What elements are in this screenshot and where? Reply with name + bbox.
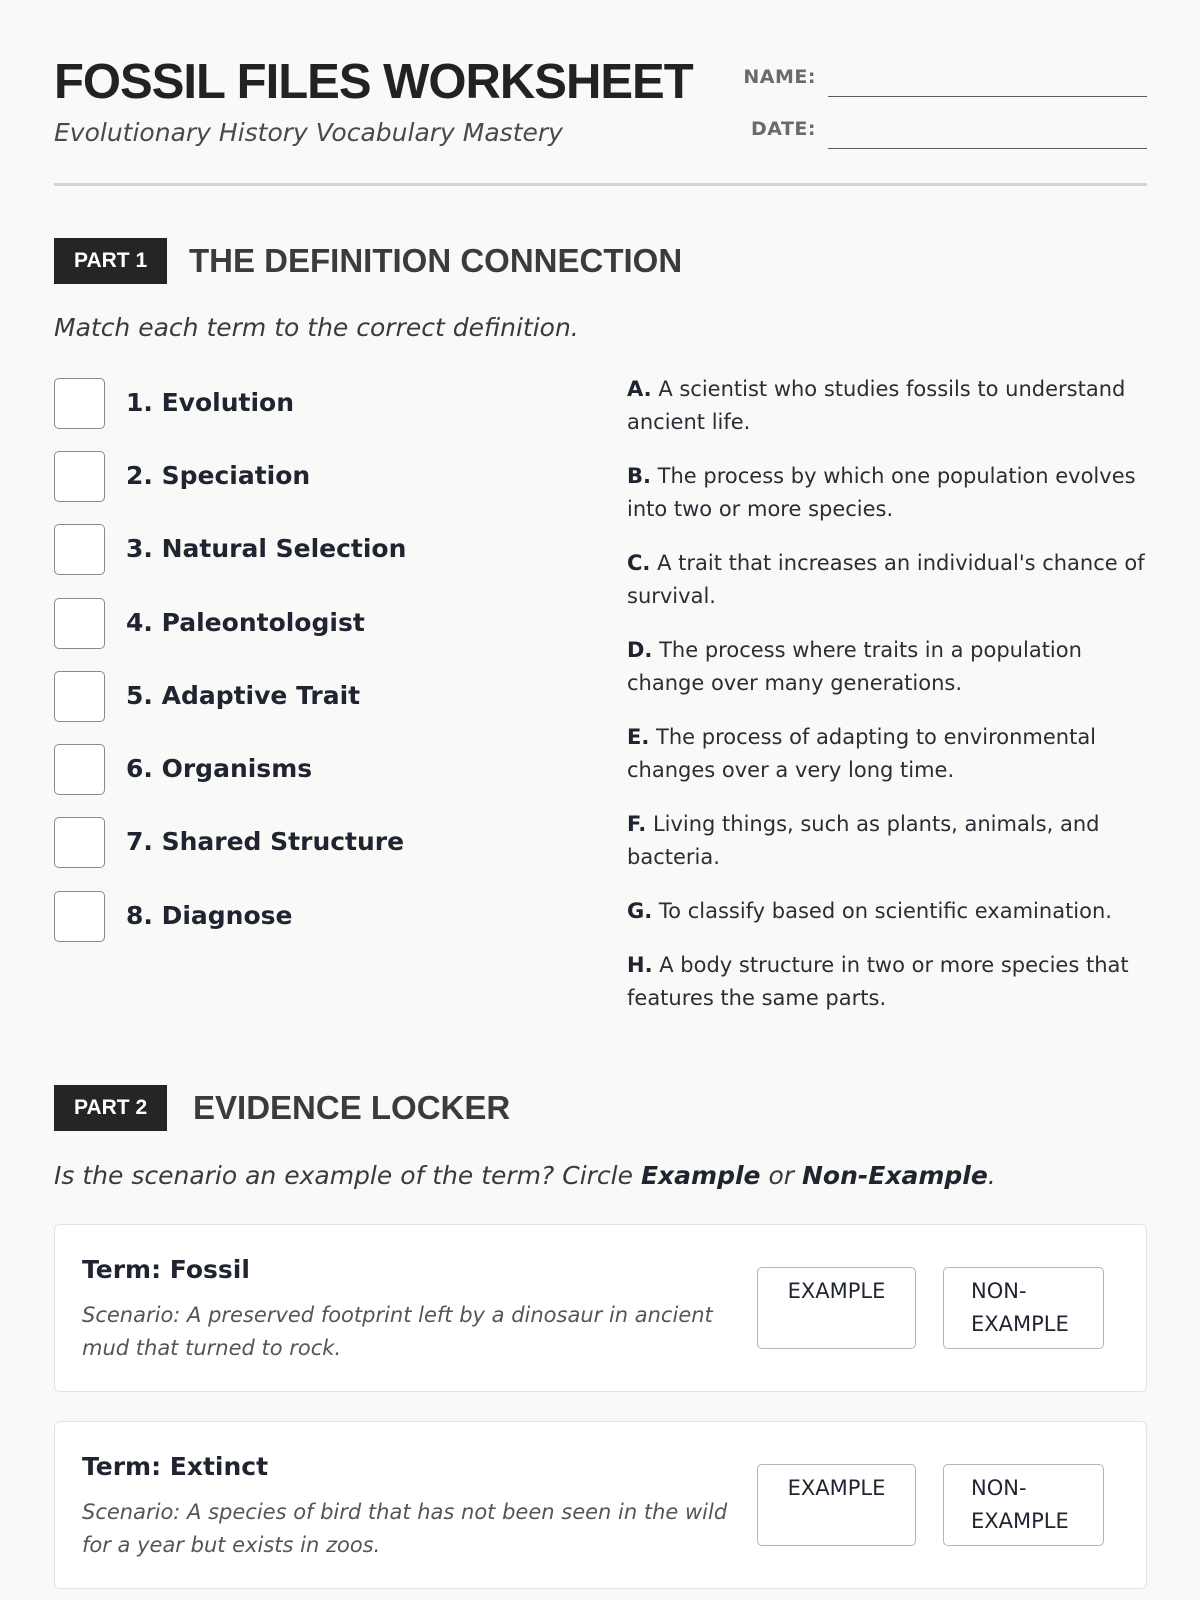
definition-item [627, 949, 1147, 1015]
term-label: 3. Natural Selection [126, 534, 407, 563]
term-label: 4. Paleontologist [126, 608, 365, 637]
name-line[interactable] [828, 96, 1147, 97]
name-label: NAME: [743, 66, 816, 88]
scenario-term: Term: Extinct [82, 1452, 269, 1481]
definition-text: The process of adapting to environmental changes over a very long time. [627, 725, 1097, 782]
answer-box[interactable] [54, 378, 105, 429]
definition-text: A scientist who studies fossils to understand ancient life. [627, 377, 1126, 434]
definition-text: A body structure in two or more species that features the same parts. [627, 953, 1129, 1010]
scenario-card [54, 1224, 1147, 1392]
term-label: 6. Organisms [126, 754, 313, 783]
definition-letter: G. [627, 899, 653, 923]
part2-instructions-prefix: Is the scenario an example of the term? Circle [54, 1161, 641, 1190]
definition-letter: H. [627, 953, 653, 977]
non-example-choice[interactable] [943, 1464, 1104, 1546]
term-label: 1. Evolution [126, 388, 295, 417]
definition-item [627, 634, 1147, 700]
definition-text: Living things, such as plants, animals, and bacteria. [627, 812, 1100, 869]
name-field[interactable] [734, 54, 1147, 94]
term-row [54, 598, 574, 652]
definition-text: The process by which one population evolves into two or more species. [627, 464, 1136, 521]
term-row [54, 744, 574, 798]
part2-instructions-non-example: Non-Example [801, 1161, 988, 1190]
date-line[interactable] [828, 148, 1147, 149]
definition-text: The process where traits in a population change over many generations. [627, 638, 1082, 695]
scenario-text: Scenario: A species of bird that has not been seen in the wild for a year but exists in zoos. [82, 1500, 728, 1557]
non-example-choice[interactable] [943, 1267, 1104, 1349]
date-field[interactable] [734, 106, 1147, 146]
part2-instructions-example: Example [640, 1161, 761, 1190]
term-label: 5. Adaptive Trait [126, 681, 361, 710]
part2-badge: PART 2 [54, 1085, 167, 1131]
example-choice[interactable] [757, 1267, 916, 1349]
part2-instructions [54, 1161, 996, 1190]
example-label: EXAMPLE [787, 1279, 886, 1303]
answer-box[interactable] [54, 451, 105, 502]
definition-item [627, 547, 1147, 613]
term-label: 2. Speciation [126, 461, 311, 490]
definition-text: To classify based on scientific examination. [658, 899, 1112, 923]
definitions-list [627, 373, 1147, 1036]
term-row [54, 891, 574, 945]
term-row [54, 524, 574, 578]
scenario-card [54, 1421, 1147, 1589]
definition-item [627, 721, 1147, 787]
answer-box[interactable] [54, 817, 105, 868]
scenario-term: Term: Fossil [82, 1255, 250, 1284]
answer-box[interactable] [54, 891, 105, 942]
definition-letter: C. [627, 551, 651, 575]
definition-text: A trait that increases an individual's chance of survival. [627, 551, 1145, 608]
example-choice[interactable] [757, 1464, 916, 1546]
part1-instructions: Match each term to the correct definition. [54, 313, 579, 342]
definition-letter: E. [627, 725, 650, 749]
worksheet-subtitle: Evolutionary History Vocabulary Mastery [54, 118, 563, 147]
part2-instructions-suffix: . [987, 1161, 996, 1190]
definition-letter: D. [627, 638, 653, 662]
answer-box[interactable] [54, 744, 105, 795]
definition-letter: B. [627, 464, 651, 488]
part1-badge: PART 1 [54, 238, 167, 284]
worksheet-title: FOSSIL FILES WORKSHEET [54, 55, 693, 109]
term-label: 8. Diagnose [126, 901, 293, 930]
part1-title: THE DEFINITION CONNECTION [189, 242, 683, 279]
answer-box[interactable] [54, 598, 105, 649]
date-label: DATE: [750, 118, 816, 140]
part2-instructions-or: or [760, 1161, 802, 1190]
definition-letter: F. [627, 812, 647, 836]
definition-item [627, 808, 1147, 874]
scenario-text: Scenario: A preserved footprint left by a dinosaur in ancient mud that turned to rock. [82, 1303, 713, 1360]
answer-box[interactable] [54, 671, 105, 722]
definition-letter: A. [627, 377, 652, 401]
term-row [54, 817, 574, 871]
non-example-label-line1: NON- [971, 1476, 1027, 1500]
worksheet-header [54, 48, 1147, 186]
term-row [54, 451, 574, 505]
part2-title: EVIDENCE LOCKER [193, 1089, 511, 1126]
term-label: 7. Shared Structure [126, 827, 405, 856]
example-label: EXAMPLE [787, 1476, 886, 1500]
term-row [54, 378, 574, 432]
answer-box[interactable] [54, 524, 105, 575]
definition-item [627, 373, 1147, 439]
non-example-label-line1: NON- [971, 1279, 1027, 1303]
definition-item [627, 460, 1147, 526]
definition-item [627, 895, 1147, 928]
non-example-label-line2: EXAMPLE [971, 1509, 1069, 1533]
term-row [54, 671, 574, 725]
non-example-label-line2: EXAMPLE [971, 1312, 1069, 1336]
